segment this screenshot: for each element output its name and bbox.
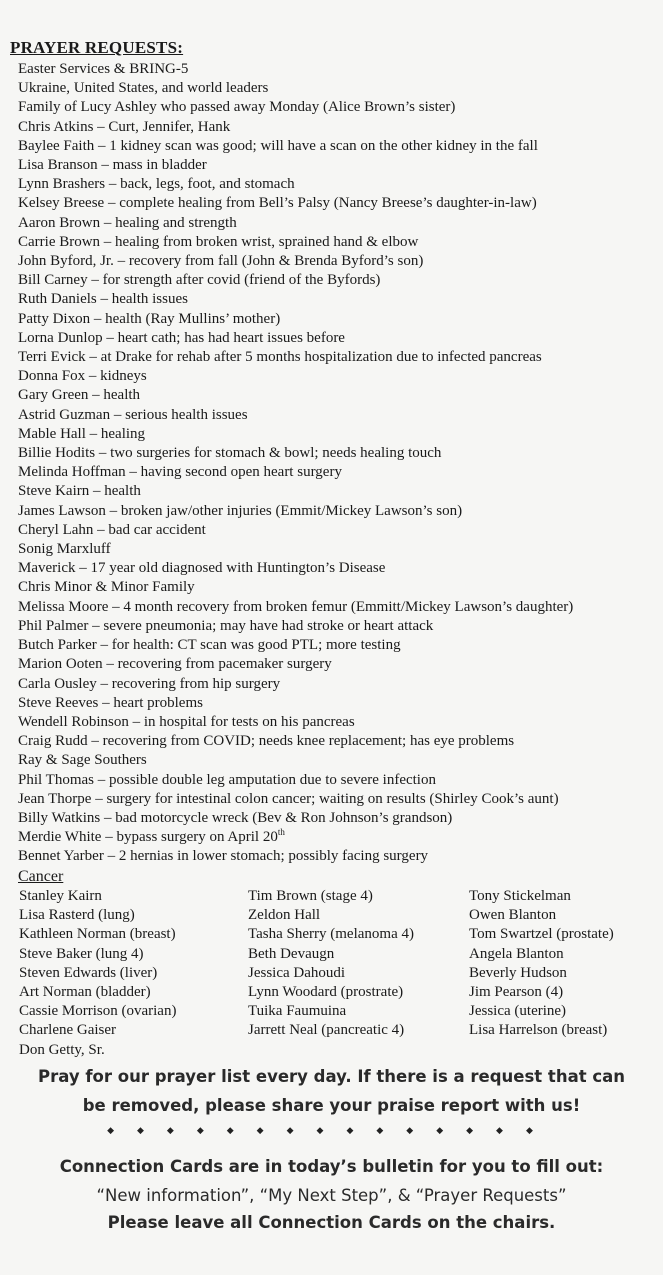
- list-item: Bennet Yarber – 2 hernias in lower stomach; possibly facing surgery: [18, 848, 429, 865]
- list-item: Zeldon Hall: [248, 907, 321, 924]
- list-item: Carrie Brown – healing from broken wrist, sprained hand & elbow: [18, 233, 419, 250]
- pray-note-line-1: Pray for our prayer list every day. If there is a request that can: [38, 1067, 625, 1086]
- list-item: Easter Services & BRING-5: [18, 61, 189, 77]
- list-item: Steve Kairn – health: [18, 483, 141, 500]
- list-item: [18, 828, 658, 847]
- list-item: Steve Baker (lung 4): [19, 945, 144, 962]
- list-item: Art Norman (bladder): [19, 984, 151, 1001]
- list-item: Phil Palmer – severe pneumonia; may have had stroke or heart attack: [18, 617, 434, 634]
- list-item: Charlene Gaiser: [19, 1022, 117, 1039]
- list-item: Jessica Dahoudi: [248, 964, 346, 981]
- list-item: Stanley Kairn: [19, 888, 102, 904]
- list-item: Tim Brown (stage 4): [248, 888, 373, 904]
- list-item: Steve Reeves – heart problems: [18, 694, 203, 711]
- list-item: Beth Devaugn: [248, 945, 335, 962]
- list-item: Baylee Faith – 1 kidney scan was good; will have a scan on the other kidney in the fall: [18, 137, 538, 154]
- list-item: Lorna Dunlop – heart cath; has had heart issues before: [18, 329, 345, 346]
- ordinal-suffix: th: [277, 827, 285, 838]
- list-item: Tasha Sherry (melanoma 4): [248, 926, 414, 943]
- list-item: Steven Edwards (liver): [19, 964, 158, 981]
- list-item: Chris Atkins – Curt, Jennifer, Hank: [18, 118, 231, 135]
- list-item: Patty Dixon – health (Ray Mullins’ mother): [18, 310, 281, 327]
- cancer-heading: Cancer: [18, 868, 64, 885]
- prayer-requests-heading: PRAYER REQUESTS:: [10, 38, 184, 57]
- list-item: Jean Thorpe – surgery for intestinal colon cancer; waiting on results (Shirley Cook’s aunt): [18, 790, 559, 807]
- list-item: Terri Evick – at Drake for rehab after 5 months hospitalization due to infected pancreas: [18, 349, 542, 366]
- list-item: Marion Ooten – recovering from pacemaker surgery: [18, 656, 332, 673]
- list-item: Wendell Robinson – in hospital for tests on his pancreas: [18, 713, 355, 730]
- connection-cards-line-3: Please leave all Connection Cards on the chairs.: [107, 1213, 556, 1232]
- list-item: Sonig Marxluff: [18, 541, 111, 558]
- list-item: Phil Thomas – possible double leg amputation due to severe infection: [18, 771, 436, 788]
- list-item: Astrid Guzman – serious health issues: [18, 406, 248, 423]
- list-item: Craig Rudd – recovering from COVID; needs knee replacement; has eye problems: [18, 733, 515, 750]
- list-item: Ruth Daniels – health issues: [18, 291, 188, 308]
- list-item: Maverick – 17 year old diagnosed with Huntington’s Disease: [18, 560, 386, 577]
- list-item: John Byford, Jr. – recovery from fall (John & Brenda Byford’s son): [18, 253, 424, 270]
- list-item: Gary Green – health: [18, 387, 141, 404]
- cancer-list-column-1: [19, 887, 176, 1060]
- list-item: Chris Minor & Minor Family: [18, 579, 195, 596]
- diamond-divider: ◆◆◆◆◆◆◆◆◆◆◆◆◆◆◆: [107, 1126, 556, 1136]
- list-item: Cassie Morrison (ovarian): [19, 1003, 177, 1020]
- list-item: Mable Hall – healing: [18, 425, 146, 442]
- cancer-list-column-2: [248, 887, 414, 1041]
- list-item: Don Getty, Sr.: [19, 1041, 105, 1058]
- list-item: Donna Fox – kidneys: [18, 368, 147, 385]
- prayer-request-list: [18, 60, 658, 867]
- list-item: Lisa Branson – mass in bladder: [18, 157, 207, 174]
- list-item: Aaron Brown – healing and strength: [18, 214, 237, 231]
- list-item: Kathleen Norman (breast): [19, 926, 176, 943]
- connection-cards-line-1: Connection Cards are in today’s bulletin for you to fill out:: [59, 1157, 604, 1176]
- list-item: Jessica (uterine): [469, 1003, 567, 1020]
- list-item: Tom Swartzel (prostate): [469, 926, 614, 943]
- list-item: Ukraine, United States, and world leaders: [18, 80, 269, 97]
- list-item: Tony Stickelman: [469, 888, 571, 904]
- list-item: James Lawson – broken jaw/other injuries (Emmit/Mickey Lawson’s son): [18, 502, 463, 519]
- list-item: Billy Watkins – bad motorcycle wreck (Bev & Ron Johnson’s grandson): [18, 809, 453, 826]
- list-item: Melissa Moore – 4 month recovery from broken femur (Emmitt/Mickey Lawson’s daughter): [18, 598, 574, 615]
- connection-cards-line-2: “New information”, “My Next Step”, & “Prayer Requests”: [96, 1186, 567, 1205]
- pray-note-line-2: be removed, please share your praise report with us!: [82, 1096, 581, 1115]
- list-item: Lynn Woodard (prostrate): [248, 984, 404, 1001]
- list-item: Tuika Faumuina: [248, 1003, 347, 1020]
- list-item: Lisa Rasterd (lung): [19, 907, 135, 924]
- list-item: Jim Pearson (4): [469, 984, 564, 1001]
- list-item: Lisa Harrelson (breast): [469, 1022, 608, 1039]
- list-item: Family of Lucy Ashley who passed away Monday (Alice Brown’s sister): [18, 99, 456, 116]
- list-item: Angela Blanton: [469, 945, 564, 962]
- list-item: Carla Ousley – recovering from hip surgery: [18, 675, 281, 692]
- list-item: Kelsey Breese – complete healing from Bell’s Palsy (Nancy Breese’s daughter-in-law): [18, 195, 537, 212]
- list-item-text: Merdie White – bypass surgery on April 20: [18, 829, 278, 846]
- list-item: Billie Hodits – two surgeries for stomach & bowl; needs healing touch: [18, 445, 442, 462]
- list-item: Jarrett Neal (pancreatic 4): [248, 1022, 405, 1039]
- cancer-list-column-3: [469, 887, 614, 1041]
- list-item: Melinda Hoffman – having second open heart surgery: [18, 464, 342, 481]
- list-item: Beverly Hudson: [469, 964, 567, 981]
- list-item: Ray & Sage Southers: [18, 752, 147, 769]
- list-item: Lynn Brashers – back, legs, foot, and stomach: [18, 176, 295, 193]
- list-item: Butch Parker – for health: CT scan was good PTL; more testing: [18, 637, 401, 654]
- list-item: Cheryl Lahn – bad car accident: [18, 521, 206, 538]
- list-item: Bill Carney – for strength after covid (friend of the Byfords): [18, 272, 381, 289]
- list-item: Owen Blanton: [469, 907, 557, 924]
